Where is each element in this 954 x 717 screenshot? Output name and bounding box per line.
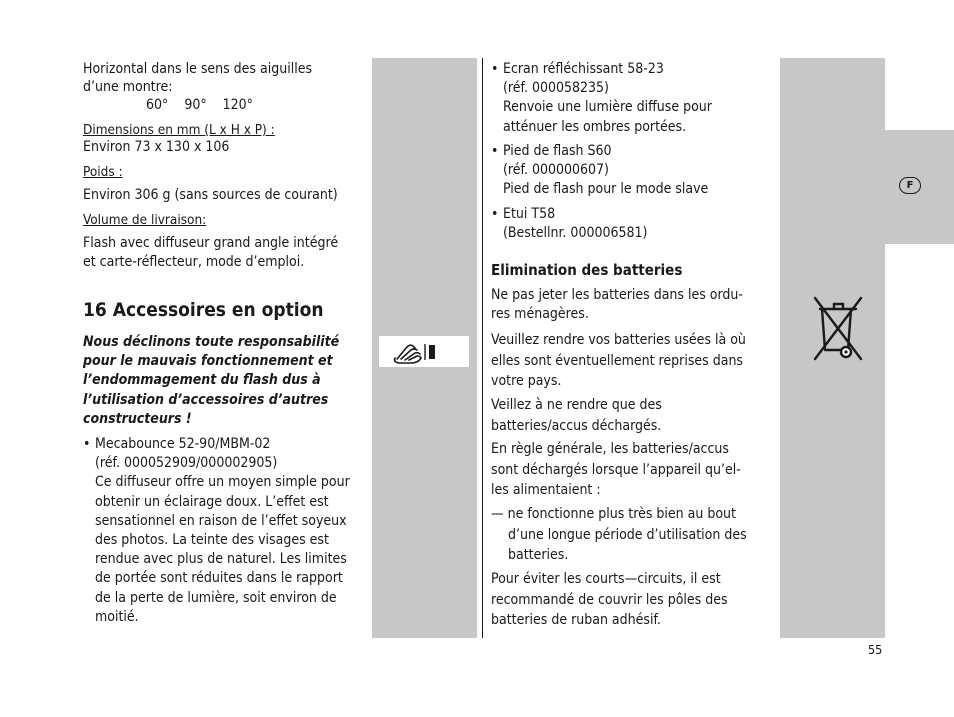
weight-label: Poids : (83, 164, 123, 180)
disclaimer-line: constructeurs ! (83, 410, 192, 427)
language-label: F (906, 180, 914, 191)
paragraph-line: Veuillez rendre vos batteries usées là où (491, 332, 746, 348)
dimensions-label: Dimensions en mm (L x H x P) : (83, 122, 275, 138)
paragraph-line: batteries de ruban adhésif. (491, 612, 661, 628)
accessory-line: (Bestellnr. 000006581) (503, 225, 648, 242)
paragraph-line: batteries/accus déchargés. (491, 417, 662, 434)
weight-value: Environ 306 g (sans sources de courant) (83, 187, 338, 203)
paragraph-line: batteries. (508, 547, 569, 563)
delivery-line-2: et carte-réflecteur, mode d’emploi. (83, 254, 305, 270)
language-badge (899, 177, 921, 194)
page-number: 55 (868, 642, 883, 657)
accessory-line: atténuer les ombres portées. (503, 118, 687, 135)
paragraph-line: Ne pas jeter les batteries dans les ordu- (491, 287, 743, 303)
accessory-line: sensationnel en raison de l’effet soyeux (95, 512, 347, 529)
accessory-line: Renvoie une lumière diffuse pour (503, 99, 712, 116)
paragraph-line: En règle générale, les batteries/accus (491, 441, 729, 457)
accessory-line: (réf. 000000607) (503, 162, 609, 179)
accessory-line: Pied de flash pour le mode slave (503, 181, 709, 198)
disclaimer (83, 333, 339, 429)
battery-paragraph-2 (491, 330, 746, 392)
accessory-item-stand (491, 142, 776, 200)
accessory-line: Pied de flash S60 (503, 143, 612, 159)
accessory-line: obtenir un éclairage doux. L’effet est (95, 493, 329, 510)
disclaimer-line: pour le mauvais fonctionnement et (83, 353, 333, 370)
column-divider (482, 58, 483, 638)
bullet-icon: • (491, 143, 499, 159)
accessory-line: (réf. 000052909/000002905) (95, 455, 278, 472)
accessory-item-mecabounce (83, 435, 371, 627)
disclaimer-line: l’utilisation d’accessoires d’autres (83, 391, 329, 408)
delivery-line-1: Flash avec diffuseur grand angle intégré (83, 235, 339, 251)
paragraph-line: recommandé de couvrir les pôles des (491, 591, 728, 608)
accessory-line: moitié. (95, 608, 139, 625)
accessory-item-case (491, 205, 776, 243)
accessory-line: de la perte de lumière, soit environ de (95, 589, 337, 606)
accessory-item-screen (491, 60, 776, 137)
battery-paragraph-1 (491, 286, 743, 324)
paragraph-line: — ne fonctionne plus très bien au bout (491, 506, 736, 522)
bullet-icon: • (83, 436, 91, 452)
delivery-label: Volume de livraison: (83, 212, 207, 228)
accessory-line: rendue avec plus de naturel. Les limites (95, 551, 347, 568)
accessory-line: (réf. 000058235) (503, 80, 609, 97)
section-heading: 16 Accessoires en option (83, 299, 324, 321)
dimensions-value: Environ 73 x 130 x 106 (83, 139, 230, 155)
hand-note-icon-box (379, 336, 469, 367)
paragraph-line: Veillez à ne rendre que des (491, 397, 662, 413)
paragraph-line: sont déchargés lorsque l’appareil qu’el- (491, 461, 741, 478)
intro-line-1: Horizontal dans le sens des aiguilles (83, 61, 313, 77)
paragraph-line: les alimentaient : (491, 482, 601, 498)
accessory-line: Mecabounce 52-90/MBM-02 (95, 436, 271, 452)
accessory-line: Ecran réfléchissant 58-23 (503, 61, 664, 77)
paragraph-line: res ménagères. (491, 306, 589, 323)
paragraph-line: votre pays. (491, 373, 562, 389)
accessory-line: Ce diffuseur offre un moyen simple pour (95, 474, 350, 491)
battery-heading: Elimination des batteries (491, 261, 683, 279)
accessory-line: de portée sont réduites dans le rapport (95, 570, 343, 587)
battery-paragraph-3 (491, 395, 662, 436)
writing-hand-icon (379, 336, 469, 367)
battery-paragraph-5 (491, 569, 728, 631)
paragraph-line: d’une longue période d’utilisation des (508, 526, 747, 543)
paragraph-line: Pour éviter les courts—circuits, il est (491, 571, 721, 587)
bullet-icon: • (491, 206, 499, 222)
accessory-line: des photos. La teinte des visages est (95, 532, 329, 549)
bullet-icon: • (491, 61, 499, 77)
paragraph-line: elles sont éventuellement reprises dans (491, 352, 743, 369)
crossed-out-wheelie-bin-icon (810, 295, 865, 361)
disclaimer-line: Nous déclinons toute responsabilité (83, 334, 340, 350)
accessory-line: Etui T58 (503, 206, 556, 222)
battery-paragraph-4 (491, 439, 741, 501)
angle-values: 60° 90° 120° (146, 97, 253, 113)
intro-line-2: d’une montre: (83, 79, 173, 95)
disclaimer-line: l’endommagement du flash dus à (83, 372, 321, 389)
battery-dash-item (491, 504, 747, 566)
